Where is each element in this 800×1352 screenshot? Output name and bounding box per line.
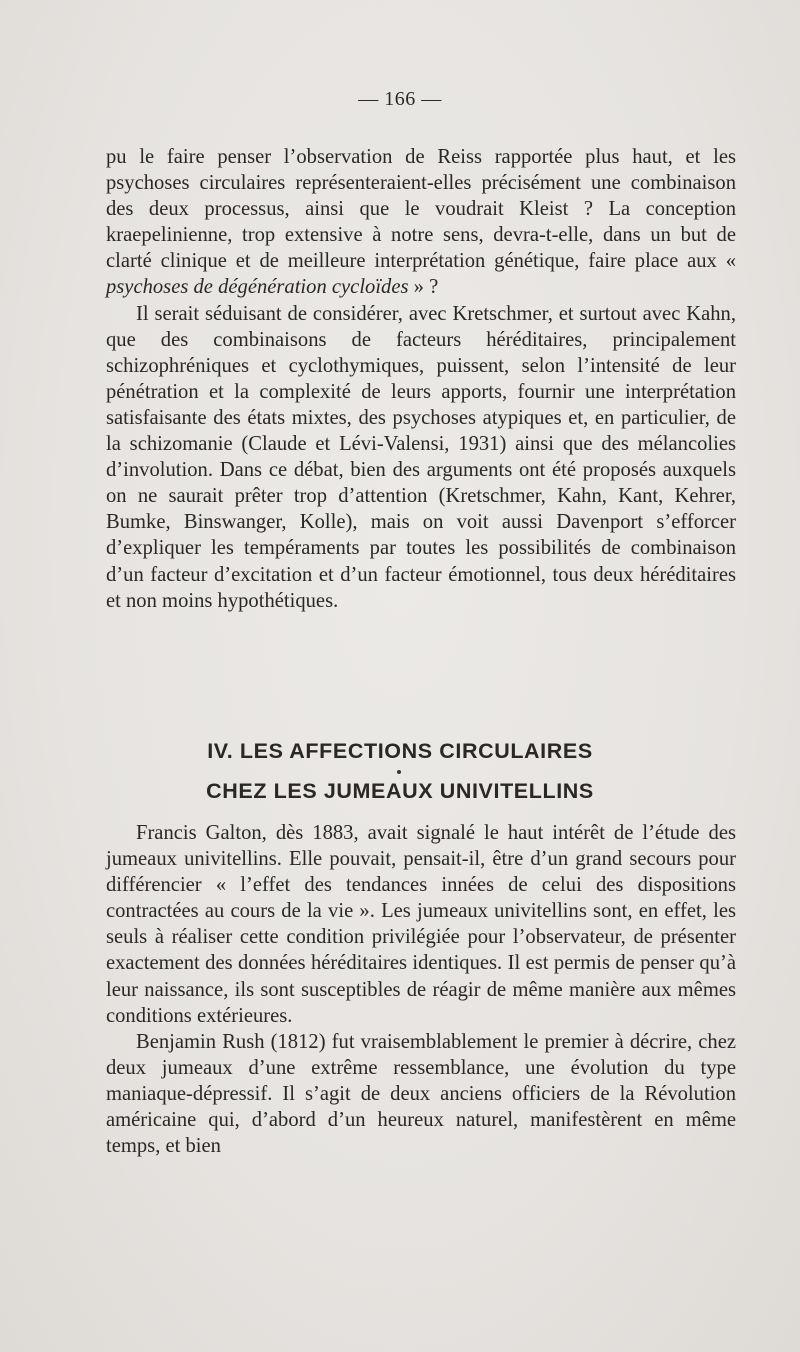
paragraph xyxy=(106,144,736,301)
section-heading-line-2: CHEZ LES JUMEAUX UNIVITELLINS xyxy=(206,779,594,803)
italic-term: psychoses de dégénération cycloïdes xyxy=(106,276,409,299)
body-text-top xyxy=(106,144,736,614)
paragraph: Benjamin Rush (1812) fut vraisemblablement le premier à décrire, chez deux jumeaux d’une extrême ressemblance, une évolution du type maniaque-dépressif. Il s’agit de deux anciens officiers de la Révolution américaine qui, d’abord d’un heureux naturel, manifestèrent en même temps, et bien xyxy=(106,1030,736,1158)
section-heading-line-1: IV. LES AFFECTIONS CIRCULAIRES xyxy=(207,739,593,763)
page-number: — 166 — xyxy=(358,88,442,110)
paragraph: Francis Galton, dès 1883, avait signalé le haut intérêt de l’étude des jumeaux univitellins. Elle pouvait, pensait-il, être d’un grand secours pour différencier « l’effet des tendances innées de celui des dispositions contractées au cours de la vie ». Les jumeaux univitellins sont, en effet, les seuls à réaliser cette condition privilégiée pour l’observateur, de présenter exactement des données héréditaires identiques. Il est permis de penser qu’à leur naissance, ils sont susceptibles de réagir de même manière aux mêmes conditions extérieures. xyxy=(106,822,736,1027)
paragraph: Il serait séduisant de considérer, avec Kretschmer, et surtout avec Kahn, que des combinaisons de facteurs héréditaires, principalement schizophréniques et cyclothymiques, puissent, selon l’intensité de leur pénétration et la complexité de leurs apports, fournir une interprétation satisfaisante des états mixtes, des psychoses atypiques et, en particulier, de la schizomanie (Claude et Lévi-Valensi, 1931) ainsi que des mélancolies d’involution. Dans ce débat, bien des arguments ont été proposés auxquels on ne saurait prêter trop d’attention (Kretschmer, Kahn, Kant, Kehrer, Bumke, Binswanger, Kolle), mais on voit aussi Davenport s’efforcer d’expliquer les tempéraments par toutes les possibilités de combinaison d’un facteur d’excitation et d’un facteur émotionnel, tous deux héréditaires et non moins hypothétiques. xyxy=(106,302,736,612)
heading-ornament-dot xyxy=(397,770,401,774)
body-text-bottom xyxy=(106,820,736,1159)
paragraph-text: pu le faire penser l’observation de Reiss rapportée plus haut, et les psychoses circulaires représenteraient-elles précisément une combinaison des deux processus, ainsi que le voudrait Kleist ? La conception kraepelinienne, trop extensive à notre sens, devra-t-elle, dans un but de clarté clinique et de meilleure interprétation génétique, faire place aux « xyxy=(106,146,736,273)
paragraph-text: » ? xyxy=(408,276,439,299)
